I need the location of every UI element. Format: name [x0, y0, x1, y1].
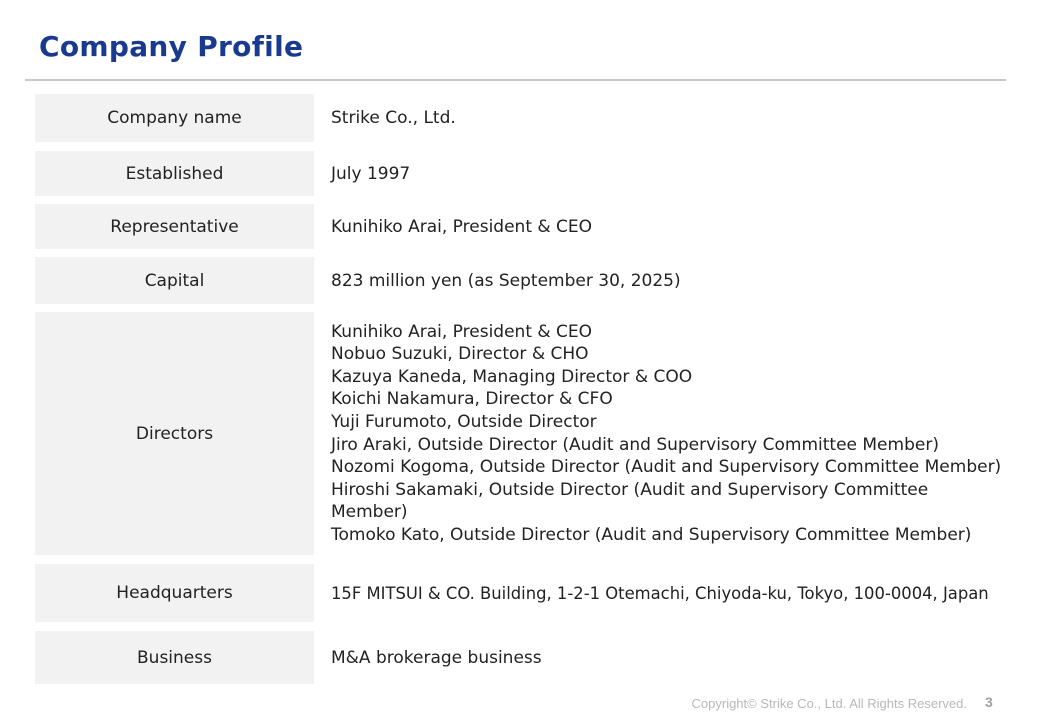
director-item: Nozomi Kogoma, Outside Director (Audit and Supervisory Committee Member): [331, 457, 1002, 478]
row-value: 823 million yen (as September 30, 2025): [331, 270, 681, 291]
profile-row-headquarters: [35, 564, 1006, 622]
row-value: 15F MITSUI & CO. Building, 1-2-1 Otemachi, Chiyoda-ku, Tokyo, 100-0004, Japan: [331, 583, 989, 603]
copyright-notice: Copyright© Strike Co., Ltd. All Rights Reserved.: [691, 696, 967, 711]
page-title: Company Profile: [39, 30, 304, 63]
row-value: Strike Co., Ltd.: [331, 108, 456, 128]
profile-row-established: [35, 151, 1006, 196]
row-value: [331, 312, 1006, 555]
directors-list: [331, 321, 1006, 547]
director-item: Hiroshi Sakamaki, Outside Director (Audit and Supervisory Committee Member): [331, 479, 929, 523]
row-value: M&A brokerage business: [331, 647, 542, 668]
profile-row-directors: [35, 312, 1006, 555]
profile-row-representative: [35, 204, 1006, 249]
row-label: Capital: [35, 257, 314, 304]
director-item: Kazuya Kaneda, Managing Director & COO: [331, 366, 693, 387]
row-label: Directors: [35, 312, 314, 555]
row-value: July 1997: [331, 163, 411, 184]
row-label: Headquarters: [35, 564, 314, 622]
row-label: Established: [35, 151, 314, 196]
profile-row-capital: [35, 257, 1006, 304]
director-item: Koichi Nakamura, Director & CFO: [331, 389, 613, 410]
director-item: Kunihiko Arai, President & CEO: [331, 321, 593, 342]
director-item: Nobuo Suzuki, Director & CHO: [331, 344, 589, 365]
row-label: Representative: [35, 204, 314, 249]
director-item: Jiro Araki, Outside Director (Audit and Supervisory Committee Member): [331, 434, 939, 455]
director-item: Yuji Furumoto, Outside Director: [331, 411, 597, 432]
profile-row-company-name: [35, 94, 1006, 142]
row-value: Kunihiko Arai, President & CEO: [331, 216, 593, 237]
director-item: Tomoko Kato, Outside Director (Audit and Supervisory Committee Member): [331, 524, 972, 545]
profile-row-business: [35, 631, 1006, 684]
row-label: Business: [35, 631, 314, 684]
page-number: 3: [985, 694, 993, 710]
title-divider: [25, 79, 1006, 81]
row-label: Company name: [35, 94, 314, 142]
